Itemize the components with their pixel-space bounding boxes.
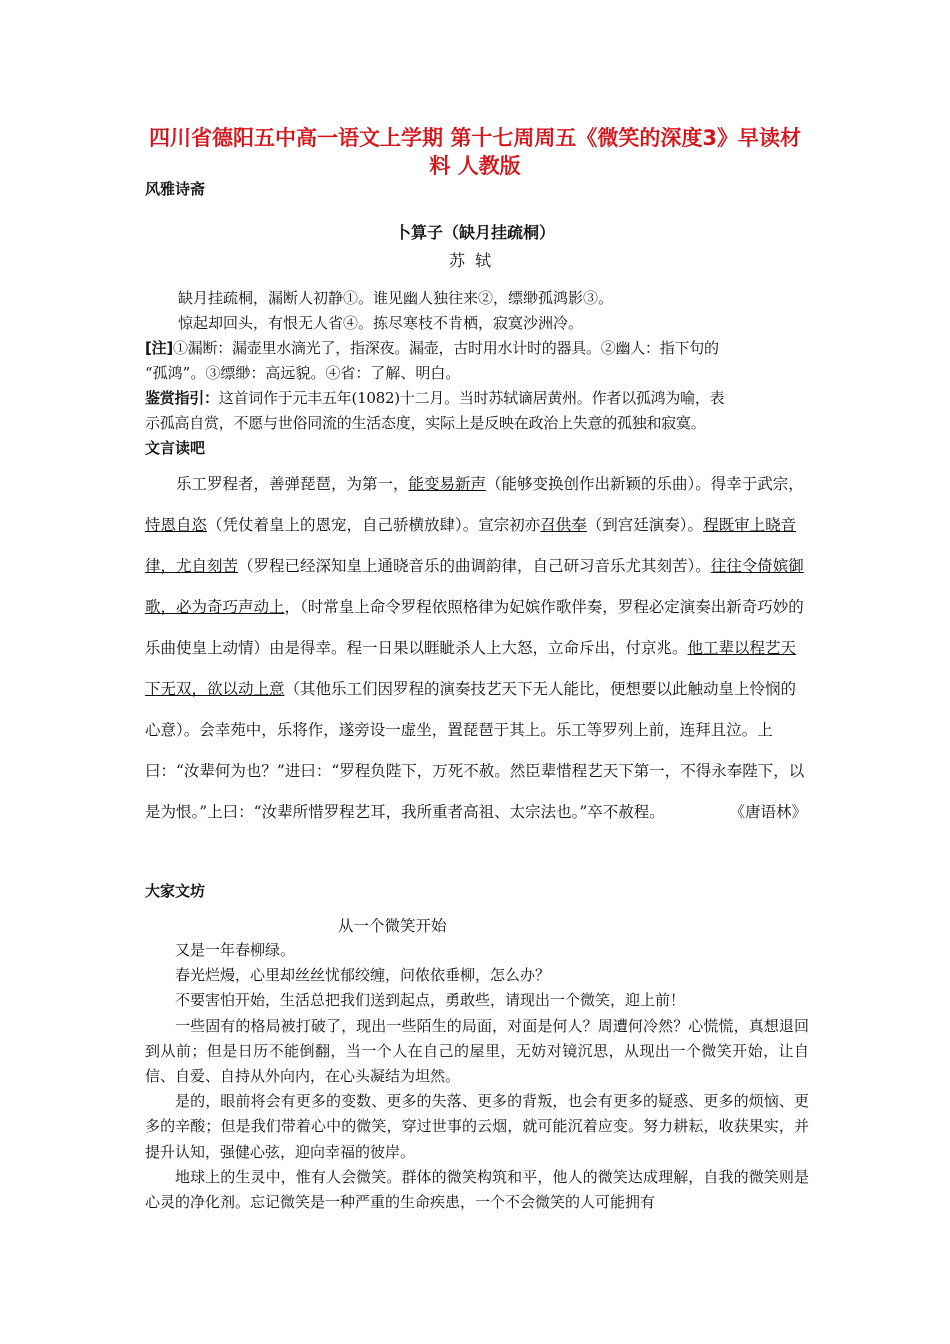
essay-paragraph: 一些固有的格局被打破了，现出一些陌生的局面，对面是何人？周遭何冷然？心慌慌，真想退回到从前；但是日历不能倒翻，当一个人在自己的屋里，无妨对镜沉思，从现出一个微笑开始，让自信、自爱、自持从外向内，在心头凝结为坦然。 (145, 1016, 809, 1086)
underlined-phrase: 程既审上晓音律，尤自刻苦 (145, 516, 797, 575)
poem-author: 苏轼 (448, 251, 501, 270)
guide-label: 鉴赏指引： (145, 389, 219, 407)
classical-passage (145, 464, 807, 833)
underlined-phrase: 恃恩自恣 (145, 516, 208, 534)
section-heading-classical: 文言读吧 (145, 439, 206, 457)
essay-paragraph: 地球上的生灵中，惟有人会微笑。群体的微笑构筑和平，他人的微笑达成理解，自我的微笑则是心灵的净化剂。忘记微笑是一种严重的生命疾患，一个不会微笑的人可能拥有 (145, 1167, 809, 1212)
page-title: 四川省德阳五中高一语文上学期 第十七周周五《微笑的深度3》早读材料 人教版 (149, 126, 801, 178)
underlined-phrase: 他工辈以程艺天下无双，欲以动上意 (145, 639, 797, 698)
essay-title: 从一个微笑开始 (338, 917, 447, 935)
guide-text: 这首词作于元丰五年(1082)十二月。当时苏轼谪居黄州。作者以孤鸿为喻，表 (218, 389, 725, 407)
passage-text: （罗程已经深知皇上通晓音乐的曲调韵律，自己研习音乐尤其刻苦）。 (238, 557, 711, 575)
poem-line: 惊起却回头，有恨无人省④。拣尽寒枝不肯栖，寂寞沙洲冷。 (178, 314, 584, 332)
essay-paragraph: 是的，眼前将会有更多的变数、更多的失落、更多的背叛，也会有更多的疑惑、更多的烦恼、更多的辛酸；但是我们带着心中的微笑，穿过世事的云烟，就可能沉着应变。努力耕耘，收获果实，并提升认知，强健心弦，迎向幸福的彼岸。 (145, 1092, 809, 1161)
passage-text: （能够变换创作出新颖的乐曲）。得幸于武宗， (486, 475, 804, 493)
passage-text: （凭仗着皇上的恩宠，自己骄横放肆）。宣宗初亦 (207, 516, 541, 534)
notes-label: [注] (145, 339, 173, 357)
essay-paragraph: 春光烂熳，心里却丝丝忧郁绞缠，问侬依垂柳，怎么办？ (175, 966, 551, 985)
underlined-phrase: 召供奉 (540, 516, 587, 534)
passage-text: ，（时常皇上命令罗程依照格律为妃嫔作歌伴奏，罗程必定演奏出新奇巧妙的乐曲使皇上动情）由是得幸。程一日果以睚眦杀人上大怒，立命斥出，付京兆。 (145, 598, 804, 657)
essay-paragraph: 不要害怕开始，生活总把我们送到起点，勇敢些，请现出一个微笑，迎上前！ (175, 991, 686, 1010)
poem-line: 缺月挂疏桐，漏断人初静①。谁见幽人独往来②，缥缈孤鸿影③。 (178, 289, 614, 307)
poem-notes (145, 336, 807, 360)
underlined-phrase: 往往令倚嫔御歌，必为奇巧声动上 (145, 557, 804, 616)
section-heading-poetry: 风雅诗斋 (145, 180, 206, 198)
passage-text: （到宫廷演奏）。 (586, 516, 704, 534)
appreciation-guide-cont: 示孤高自赏，不愿与世俗同流的生活态度，实际上是反映在政治上失意的孤独和寂寞。 (145, 414, 706, 432)
source-citation: 《唐语林》 (729, 803, 807, 821)
passage-text: 乐工罗程者，善弹琵琶，为第一， (176, 475, 409, 493)
appreciation-guide (145, 386, 807, 410)
poem-title: 卜算子（缺月挂疏桐） (394, 223, 555, 242)
poem-notes-cont: “孤鸿”。③缥缈：高远貌。④省：了解、明白。 (145, 364, 461, 382)
essay-paragraph: 又是一年春柳绿。 (175, 941, 296, 959)
passage-text: （其他乐工们因罗程的演奏技艺天下无人能比，便想要以此触动皇上怜悯的心意）。会幸苑中，乐将作，遂旁设一虚坐，置琵琶于其上。乐工等罗列上前，连拜且泣。上曰：“汝辈何为也？”进曰：“罗程负陛下，万死不赦。然臣辈惜程艺天下第一，不得永奉陛下，以是为恨。”上曰：“汝辈所惜罗程艺耳，我所重者高祖、太宗法也。”卒不赦程。 (145, 680, 805, 821)
essay-body (145, 938, 809, 1215)
section-heading-essay: 大家文坊 (145, 882, 206, 900)
underlined-phrase: 能变易新声 (408, 475, 487, 493)
notes-text: ①漏断：漏壶里水滴光了，指深夜。漏壶，古时用水计时的器具。②幽人：指下句的 (172, 339, 719, 357)
